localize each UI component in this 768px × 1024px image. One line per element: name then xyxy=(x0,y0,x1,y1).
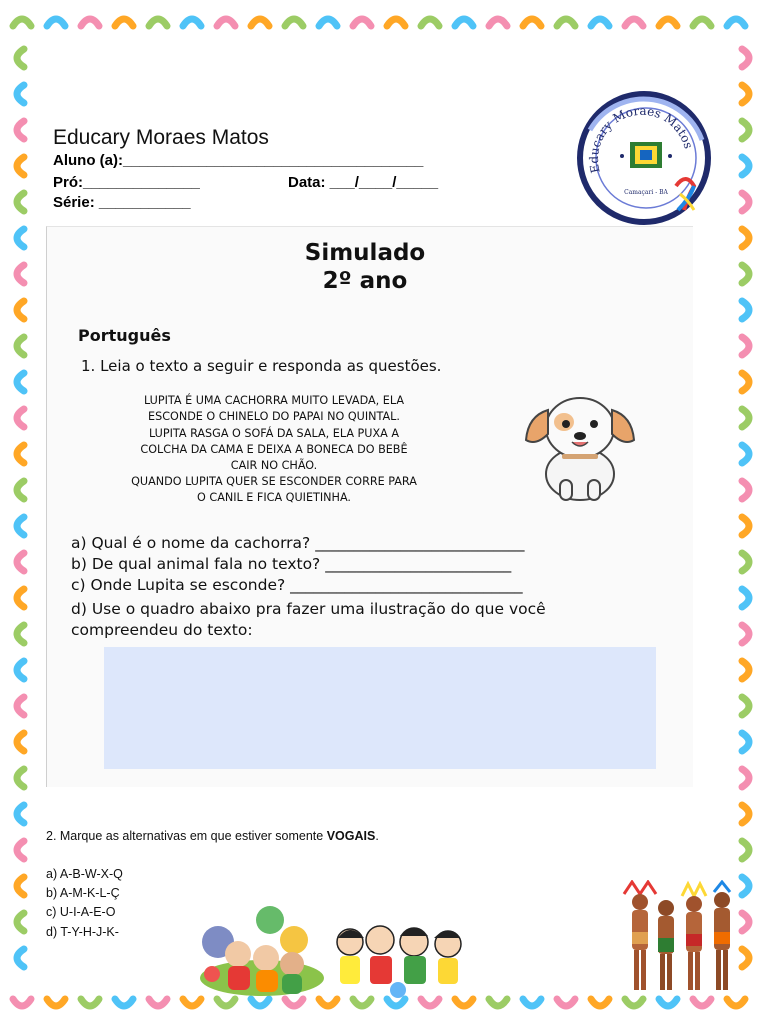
border-candy xyxy=(742,625,749,643)
border-candy xyxy=(183,19,201,26)
border-candy xyxy=(742,553,749,571)
question-2-prompt xyxy=(46,829,379,843)
border-candy xyxy=(149,19,167,26)
border-candy xyxy=(17,85,24,103)
border-candy xyxy=(455,19,473,26)
border-candy xyxy=(17,769,24,787)
border-candy xyxy=(13,19,31,26)
border-candy xyxy=(81,19,99,26)
border-candy xyxy=(17,805,24,823)
border-candy xyxy=(742,769,749,787)
border-candy xyxy=(47,19,65,26)
border-candy xyxy=(17,697,24,715)
question-d-continuation: compreendeu do texto: xyxy=(71,621,253,639)
border-candy xyxy=(625,19,643,26)
border-candy xyxy=(742,841,749,859)
border-candy xyxy=(625,999,643,1006)
border-candy xyxy=(659,999,677,1006)
border-candy xyxy=(217,19,235,26)
border-candy xyxy=(421,999,439,1006)
border-candy xyxy=(489,999,507,1006)
border-candy xyxy=(742,409,749,427)
border-candy xyxy=(47,999,65,1006)
border-candy xyxy=(727,999,745,1006)
border-candy xyxy=(742,229,749,247)
border-candy xyxy=(13,999,31,1006)
border-candy xyxy=(251,19,269,26)
border-candy xyxy=(742,805,749,823)
story-line: O CANIL E FICA QUIETINHA. xyxy=(197,491,351,504)
worksheet-grade: 2º ano xyxy=(322,268,408,294)
border-candy xyxy=(489,19,507,26)
story-line: CAIR NO CHÃO. xyxy=(230,459,318,472)
border-candy xyxy=(742,121,749,139)
border-candy xyxy=(742,301,749,319)
teacher-line: Pró:______________ xyxy=(53,174,200,191)
border-candy xyxy=(693,999,711,1006)
story-line: QUANDO LUPITA QUER SE ESCONDER CORRE PARA xyxy=(131,475,417,488)
border-candy xyxy=(17,841,24,859)
question-1-prompt: 1. Leia o texto a seguir e responda as questões. xyxy=(81,357,442,375)
border-candy xyxy=(81,999,99,1006)
question-a: a) Qual é o nome da cachorra? ___________________________ xyxy=(71,534,525,552)
border-candy xyxy=(17,301,24,319)
student-name-line: Aluno (a):____________________________________ xyxy=(53,152,424,169)
grade-line: Série: ___________ xyxy=(53,194,191,211)
border-candy xyxy=(251,999,269,1006)
border-candy xyxy=(659,19,677,26)
border-candy xyxy=(183,999,201,1006)
border-candy xyxy=(17,121,24,139)
illustration-box[interactable] xyxy=(104,647,656,769)
story-line: ESCONDE O CHINELO DO PAPAI NO QUINTAL. xyxy=(148,410,400,423)
option-a[interactable]: a) A-B-W-X-Q xyxy=(46,867,123,881)
border-candy xyxy=(421,19,439,26)
border-candy xyxy=(17,913,24,931)
border-candy xyxy=(319,999,337,1006)
school-logo xyxy=(572,90,712,230)
border-candy xyxy=(742,589,749,607)
border-candy xyxy=(742,157,749,175)
border-candy xyxy=(17,661,24,679)
border-candy xyxy=(217,999,235,1006)
border-candy xyxy=(591,19,609,26)
border-candy xyxy=(387,999,405,1006)
border-candy xyxy=(17,445,24,463)
border-candy xyxy=(17,517,24,535)
border-candy xyxy=(17,373,24,391)
indigenous-figures-clipart xyxy=(620,880,750,1000)
border-candy xyxy=(742,445,749,463)
border-candy xyxy=(523,999,541,1006)
question-2-text: 2. Marque as alternativas em que estiver somente xyxy=(46,829,327,843)
border-candy xyxy=(353,19,371,26)
border-candy xyxy=(149,999,167,1006)
date-line: Data: ___/____/_____ xyxy=(288,174,439,191)
border-candy xyxy=(17,157,24,175)
puppy-illustration xyxy=(518,384,642,504)
border-candy xyxy=(742,193,749,211)
border-candy xyxy=(693,19,711,26)
story-line: LUPITA RASGA O SOFÁ DA SALA, ELA PUXA A xyxy=(149,427,399,440)
question-c: c) Onde Lupita se esconde? ______________________________ xyxy=(71,576,523,594)
story-line: COLCHA DA CAMA E DEIXA A BONECA DO BEBÊ xyxy=(140,443,408,456)
border-candy xyxy=(727,19,745,26)
border-candy xyxy=(17,193,24,211)
border-candy xyxy=(285,999,303,1006)
logo-arc-text: Educary Moraes Matos xyxy=(586,103,696,175)
border-candy xyxy=(115,19,133,26)
question-b: b) De qual animal fala no texto? ________________________ xyxy=(71,555,512,573)
border-candy xyxy=(17,733,24,751)
worksheet-title: Simulado xyxy=(304,240,426,266)
school-name: Educary Moraes Matos xyxy=(53,126,269,149)
logo-city: Camaçari - BA xyxy=(624,189,668,196)
border-candy xyxy=(17,877,24,895)
option-d[interactable]: d) T-Y-H-J-K- xyxy=(46,925,119,939)
border-candy xyxy=(115,999,133,1006)
option-c[interactable]: c) U-I-A-E-O xyxy=(46,905,116,919)
border-candy xyxy=(742,373,749,391)
border-candy xyxy=(17,409,24,427)
question-d: d) Use o quadro abaixo pra fazer uma ilustração do que você xyxy=(71,600,546,618)
border-candy xyxy=(353,999,371,1006)
border-candy xyxy=(557,999,575,1006)
border-candy xyxy=(557,19,575,26)
border-candy xyxy=(387,19,405,26)
border-candy xyxy=(742,49,749,67)
border-candy xyxy=(742,517,749,535)
border-candy xyxy=(523,19,541,26)
border-candy xyxy=(17,949,24,967)
border-candy xyxy=(742,733,749,751)
border-candy xyxy=(319,19,337,26)
border-candy xyxy=(742,265,749,283)
kids-clipart xyxy=(196,898,330,998)
border-candy xyxy=(17,553,24,571)
border-candy xyxy=(17,481,24,499)
border-candy xyxy=(17,49,24,67)
border-candy xyxy=(742,481,749,499)
subject-heading: Português xyxy=(78,326,171,345)
border-candy xyxy=(285,19,303,26)
border-candy xyxy=(742,697,749,715)
border-candy xyxy=(591,999,609,1006)
comic-characters-clipart xyxy=(334,924,470,1000)
border-candy xyxy=(17,625,24,643)
option-b[interactable]: b) A-M-K-L-Ç xyxy=(46,886,120,900)
question-2-end: . xyxy=(375,829,379,843)
border-candy xyxy=(455,999,473,1006)
border-candy xyxy=(742,85,749,103)
border-candy xyxy=(742,661,749,679)
story-line: LUPITA É UMA CACHORRA MUITO LEVADA, ELA xyxy=(144,394,404,407)
border-candy xyxy=(17,337,24,355)
border-candy xyxy=(742,337,749,355)
question-2-emphasis: VOGAIS xyxy=(326,829,376,843)
border-candy xyxy=(17,589,24,607)
